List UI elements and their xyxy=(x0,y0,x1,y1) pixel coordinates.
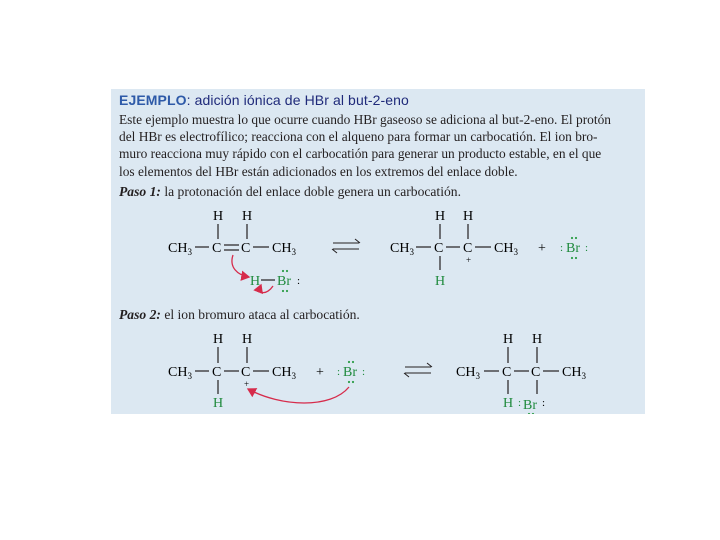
carbon-atom: C xyxy=(241,365,251,380)
paragraph-line: los elementos del HBr están adicionados en los extremos del enlace doble. xyxy=(119,163,518,179)
paragraph-line: muro reacciona muy rápido con el carbocatión para generar un producto estable, en el que xyxy=(119,146,602,162)
example-title-text: : adición iónica de HBr al but-2-eno xyxy=(186,92,409,108)
plus-sign: + xyxy=(316,365,324,380)
bromine-ion: Br xyxy=(566,241,580,256)
h-atom: H xyxy=(242,332,253,347)
h-atom: H xyxy=(532,332,543,347)
step-2-product xyxy=(456,332,586,414)
carbon-atom: C xyxy=(241,241,251,256)
hbr-reagent xyxy=(250,270,300,292)
carbon-atom: C xyxy=(463,241,473,256)
positive-charge: + xyxy=(244,379,250,389)
h-atom: H xyxy=(435,274,446,289)
ch3-group: $CH_3$ xyxy=(456,365,480,381)
carbon-atom: C xyxy=(434,241,444,256)
h-atom: H xyxy=(213,332,224,347)
ch3-group: $CH_3$ xyxy=(272,365,296,381)
lone-pair: : xyxy=(337,366,341,378)
electron-arrow xyxy=(248,387,349,403)
paragraph-line: del HBr es electrofílico; reacciona con el alqueno para formar un carbocatión. El ion bro- xyxy=(119,129,598,145)
equilibrium-arrow xyxy=(332,239,360,253)
h-atom: H xyxy=(242,209,253,224)
ch3-group: $CH_3$ xyxy=(168,365,192,381)
ch3-group: $CH_3$ xyxy=(494,241,518,257)
carbon-atom: C xyxy=(502,365,512,380)
reaction-scheme xyxy=(111,89,645,414)
lone-pair: : xyxy=(560,242,564,254)
bromine-ion: Br xyxy=(343,365,357,380)
step-2-text: el ion bromuro ataca al carbocatión. xyxy=(160,307,360,322)
h-atom: H xyxy=(213,396,224,411)
lone-pair: : xyxy=(585,242,589,254)
step-1-text: la protonación del enlace doble genera un carbocatión. xyxy=(160,184,461,199)
h-atom: H xyxy=(213,209,224,224)
h-atom: H xyxy=(463,209,474,224)
lone-pair: : xyxy=(542,397,546,409)
step-1-label: Paso 1: xyxy=(119,184,161,199)
step-1-reactant xyxy=(168,209,296,257)
carbon-atom: C xyxy=(531,365,541,380)
h-atom: H xyxy=(503,396,514,411)
carbon-atom: C xyxy=(212,365,222,380)
step-2-label: Paso 2: xyxy=(119,307,161,322)
ch3-group: $CH_3$ xyxy=(272,241,296,257)
step-1-carbocation xyxy=(390,209,588,289)
example-card xyxy=(111,89,645,414)
bromine-atom: Br xyxy=(277,274,291,289)
electron-arrow xyxy=(232,255,249,277)
bromine-atom: Br xyxy=(523,398,537,413)
example-keyword: EJEMPLO xyxy=(119,92,187,108)
h-atom: H xyxy=(250,274,261,289)
carbon-atom: C xyxy=(212,241,222,256)
lone-pair: : xyxy=(297,275,301,287)
equilibrium-arrow xyxy=(404,363,432,377)
ch3-group: $CH_3$ xyxy=(168,241,192,257)
paragraph-line: Este ejemplo muestra lo que ocurre cuando HBr gaseoso se adiciona al but-2-eno. El protón xyxy=(119,112,611,127)
h-atom: H xyxy=(435,209,446,224)
lone-pair: : xyxy=(518,397,522,409)
step-2-carbocation xyxy=(168,332,365,411)
lone-pair: : xyxy=(362,366,366,378)
plus-sign: + xyxy=(538,241,546,256)
ch3-group: $CH_3$ xyxy=(562,365,586,381)
electron-arrow xyxy=(260,285,273,293)
positive-charge: + xyxy=(466,255,472,265)
h-atom: H xyxy=(503,332,514,347)
ch3-group: $CH_3$ xyxy=(390,241,414,257)
